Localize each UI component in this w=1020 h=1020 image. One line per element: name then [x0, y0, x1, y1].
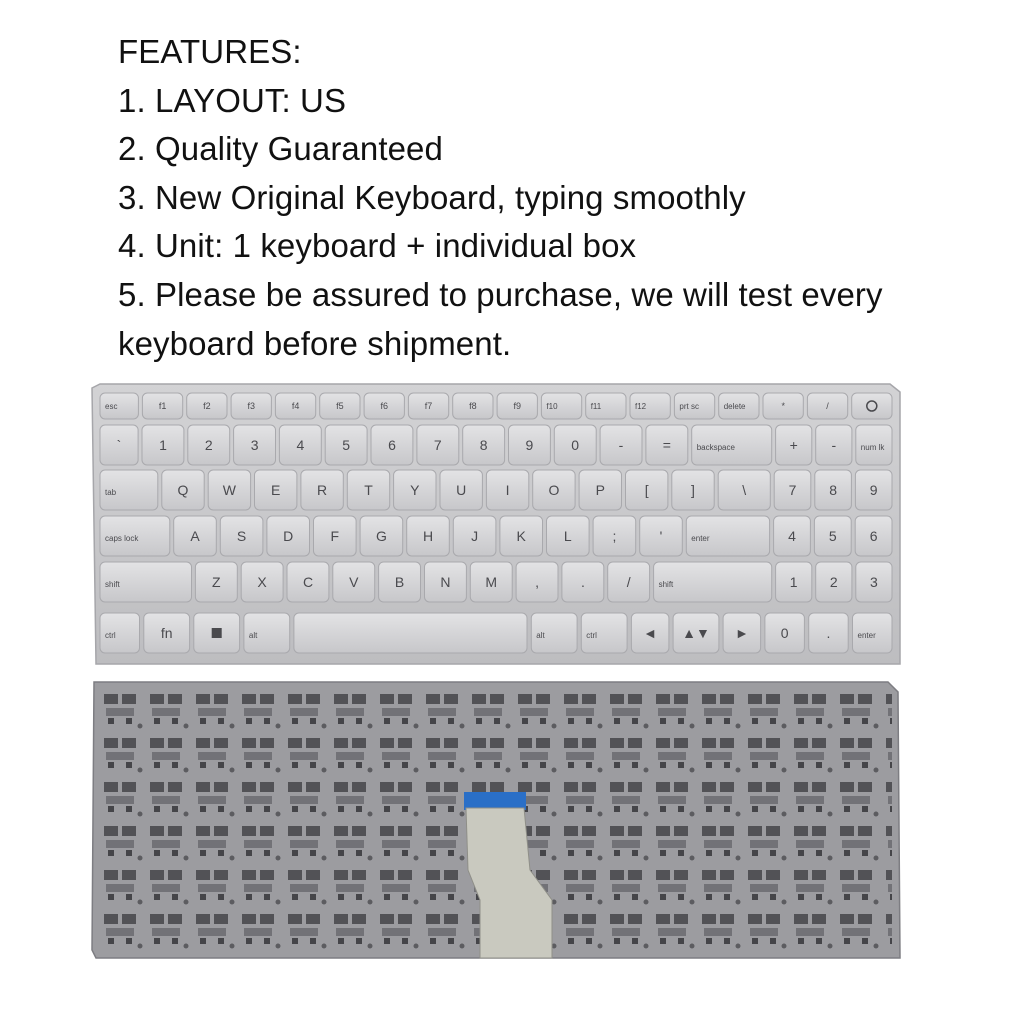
svg-text:f4: f4 [291, 401, 300, 411]
svg-text:f2: f2 [203, 401, 211, 411]
feature-line: 2. Quality Guaranteed [118, 130, 443, 168]
svg-text:◄: ◄ [643, 625, 658, 641]
svg-text:fn: fn [160, 625, 173, 641]
svg-text:5: 5 [828, 528, 837, 544]
ribbon-connector-tip [464, 792, 526, 810]
svg-text:,: , [535, 574, 540, 590]
svg-text:3: 3 [250, 437, 259, 453]
svg-text:.: . [826, 625, 831, 641]
svg-text:Z: Z [212, 574, 221, 590]
svg-text:[: [ [644, 482, 649, 498]
svg-text:.: . [580, 574, 585, 590]
svg-text:X: X [257, 574, 267, 590]
svg-text:enter: enter [691, 534, 710, 543]
svg-text:B: B [394, 574, 405, 590]
svg-text:E: E [271, 482, 281, 498]
svg-text:5: 5 [342, 437, 351, 453]
svg-text:I: I [505, 482, 510, 498]
svg-text:2: 2 [829, 574, 838, 590]
svg-text:F: F [330, 528, 340, 544]
svg-text:alt: alt [536, 631, 545, 640]
svg-text:f12: f12 [635, 402, 647, 411]
svg-text:W: W [222, 482, 237, 498]
svg-text:f8: f8 [469, 401, 477, 411]
feature-line: 3. New Original Keyboard, typing smoothly [118, 178, 746, 216]
feature-line: 4. Unit: 1 keyboard + individual box [118, 227, 637, 265]
svg-text:U: U [456, 482, 467, 498]
svg-text:▲▼: ▲▼ [682, 625, 710, 641]
svg-text:L: L [563, 528, 572, 544]
svg-text:/: / [626, 574, 631, 590]
svg-text:delete: delete [723, 402, 746, 411]
svg-text:C: C [302, 574, 314, 590]
svg-text:M: M [485, 574, 498, 590]
svg-text:S: S [236, 528, 247, 544]
svg-text:2: 2 [204, 437, 213, 453]
svg-text:H: H [422, 528, 434, 544]
svg-text:': ' [659, 528, 663, 544]
svg-text:7: 7 [788, 482, 797, 498]
feature-line: 1. LAYOUT: US [118, 81, 347, 119]
svg-text:f3: f3 [247, 401, 255, 411]
svg-text:N: N [440, 574, 451, 590]
svg-text:K: K [516, 528, 526, 544]
feature-line: 5. Please be assured to purchase, we will test every [118, 275, 883, 313]
svg-text:0: 0 [780, 625, 789, 641]
svg-text:8: 8 [479, 437, 488, 453]
svg-text:-: - [831, 437, 837, 453]
svg-text:;: ; [612, 528, 617, 544]
svg-text:f11: f11 [590, 402, 602, 411]
svg-text:f1: f1 [158, 401, 167, 411]
svg-text:0: 0 [571, 437, 580, 453]
svg-text:3: 3 [870, 574, 878, 590]
svg-text:V: V [349, 574, 359, 590]
svg-text:Q: Q [177, 482, 189, 498]
svg-text:num lk: num lk [860, 443, 885, 452]
svg-text:+: + [789, 437, 798, 453]
svg-text:alt: alt [248, 631, 258, 640]
svg-text:ctrl: ctrl [105, 631, 116, 640]
svg-text:=: = [662, 437, 671, 453]
svg-text:1: 1 [159, 437, 167, 453]
svg-text:4: 4 [296, 437, 305, 453]
features-heading: FEATURES: [118, 33, 302, 70]
svg-text:ctrl: ctrl [586, 631, 597, 640]
svg-text:D: D [283, 528, 294, 544]
svg-text:backspace: backspace [696, 443, 735, 452]
svg-text:P: P [595, 482, 605, 498]
svg-text:6: 6 [869, 528, 878, 544]
svg-text:►: ► [734, 625, 749, 641]
svg-text:enter: enter [857, 631, 876, 640]
feature-line: keyboard before shipment. [118, 324, 512, 362]
svg-text:A: A [190, 528, 200, 544]
svg-text:1: 1 [789, 574, 798, 590]
svg-text:4: 4 [788, 528, 796, 544]
svg-text:8: 8 [829, 482, 837, 498]
svg-text:T: T [364, 482, 373, 498]
svg-text:*: * [781, 401, 785, 411]
svg-text:/: / [826, 401, 829, 411]
svg-text:\: \ [742, 482, 747, 498]
svg-text:7: 7 [433, 437, 442, 453]
svg-text:O: O [548, 482, 560, 498]
svg-text:R: R [317, 482, 328, 498]
svg-text:9: 9 [869, 482, 878, 498]
svg-text:caps lock: caps lock [105, 534, 139, 543]
svg-text:-: - [618, 437, 624, 453]
svg-text:]: ] [691, 482, 695, 498]
svg-text:prt sc: prt sc [679, 402, 699, 411]
svg-text:f6: f6 [380, 401, 388, 411]
svg-text:`: ` [116, 437, 122, 453]
svg-text:shift: shift [105, 580, 120, 589]
svg-text:6: 6 [388, 437, 396, 453]
svg-text:f5: f5 [336, 401, 344, 411]
svg-text:esc: esc [105, 402, 118, 411]
svg-text:J: J [471, 528, 479, 544]
svg-text:tab: tab [105, 488, 117, 497]
svg-text:f10: f10 [546, 402, 558, 411]
svg-text:shift: shift [658, 580, 674, 589]
svg-text:Y: Y [410, 482, 420, 498]
svg-text:f7: f7 [424, 401, 433, 411]
svg-text:f9: f9 [513, 401, 521, 411]
svg-text:9: 9 [525, 437, 534, 453]
svg-text:G: G [375, 528, 387, 544]
